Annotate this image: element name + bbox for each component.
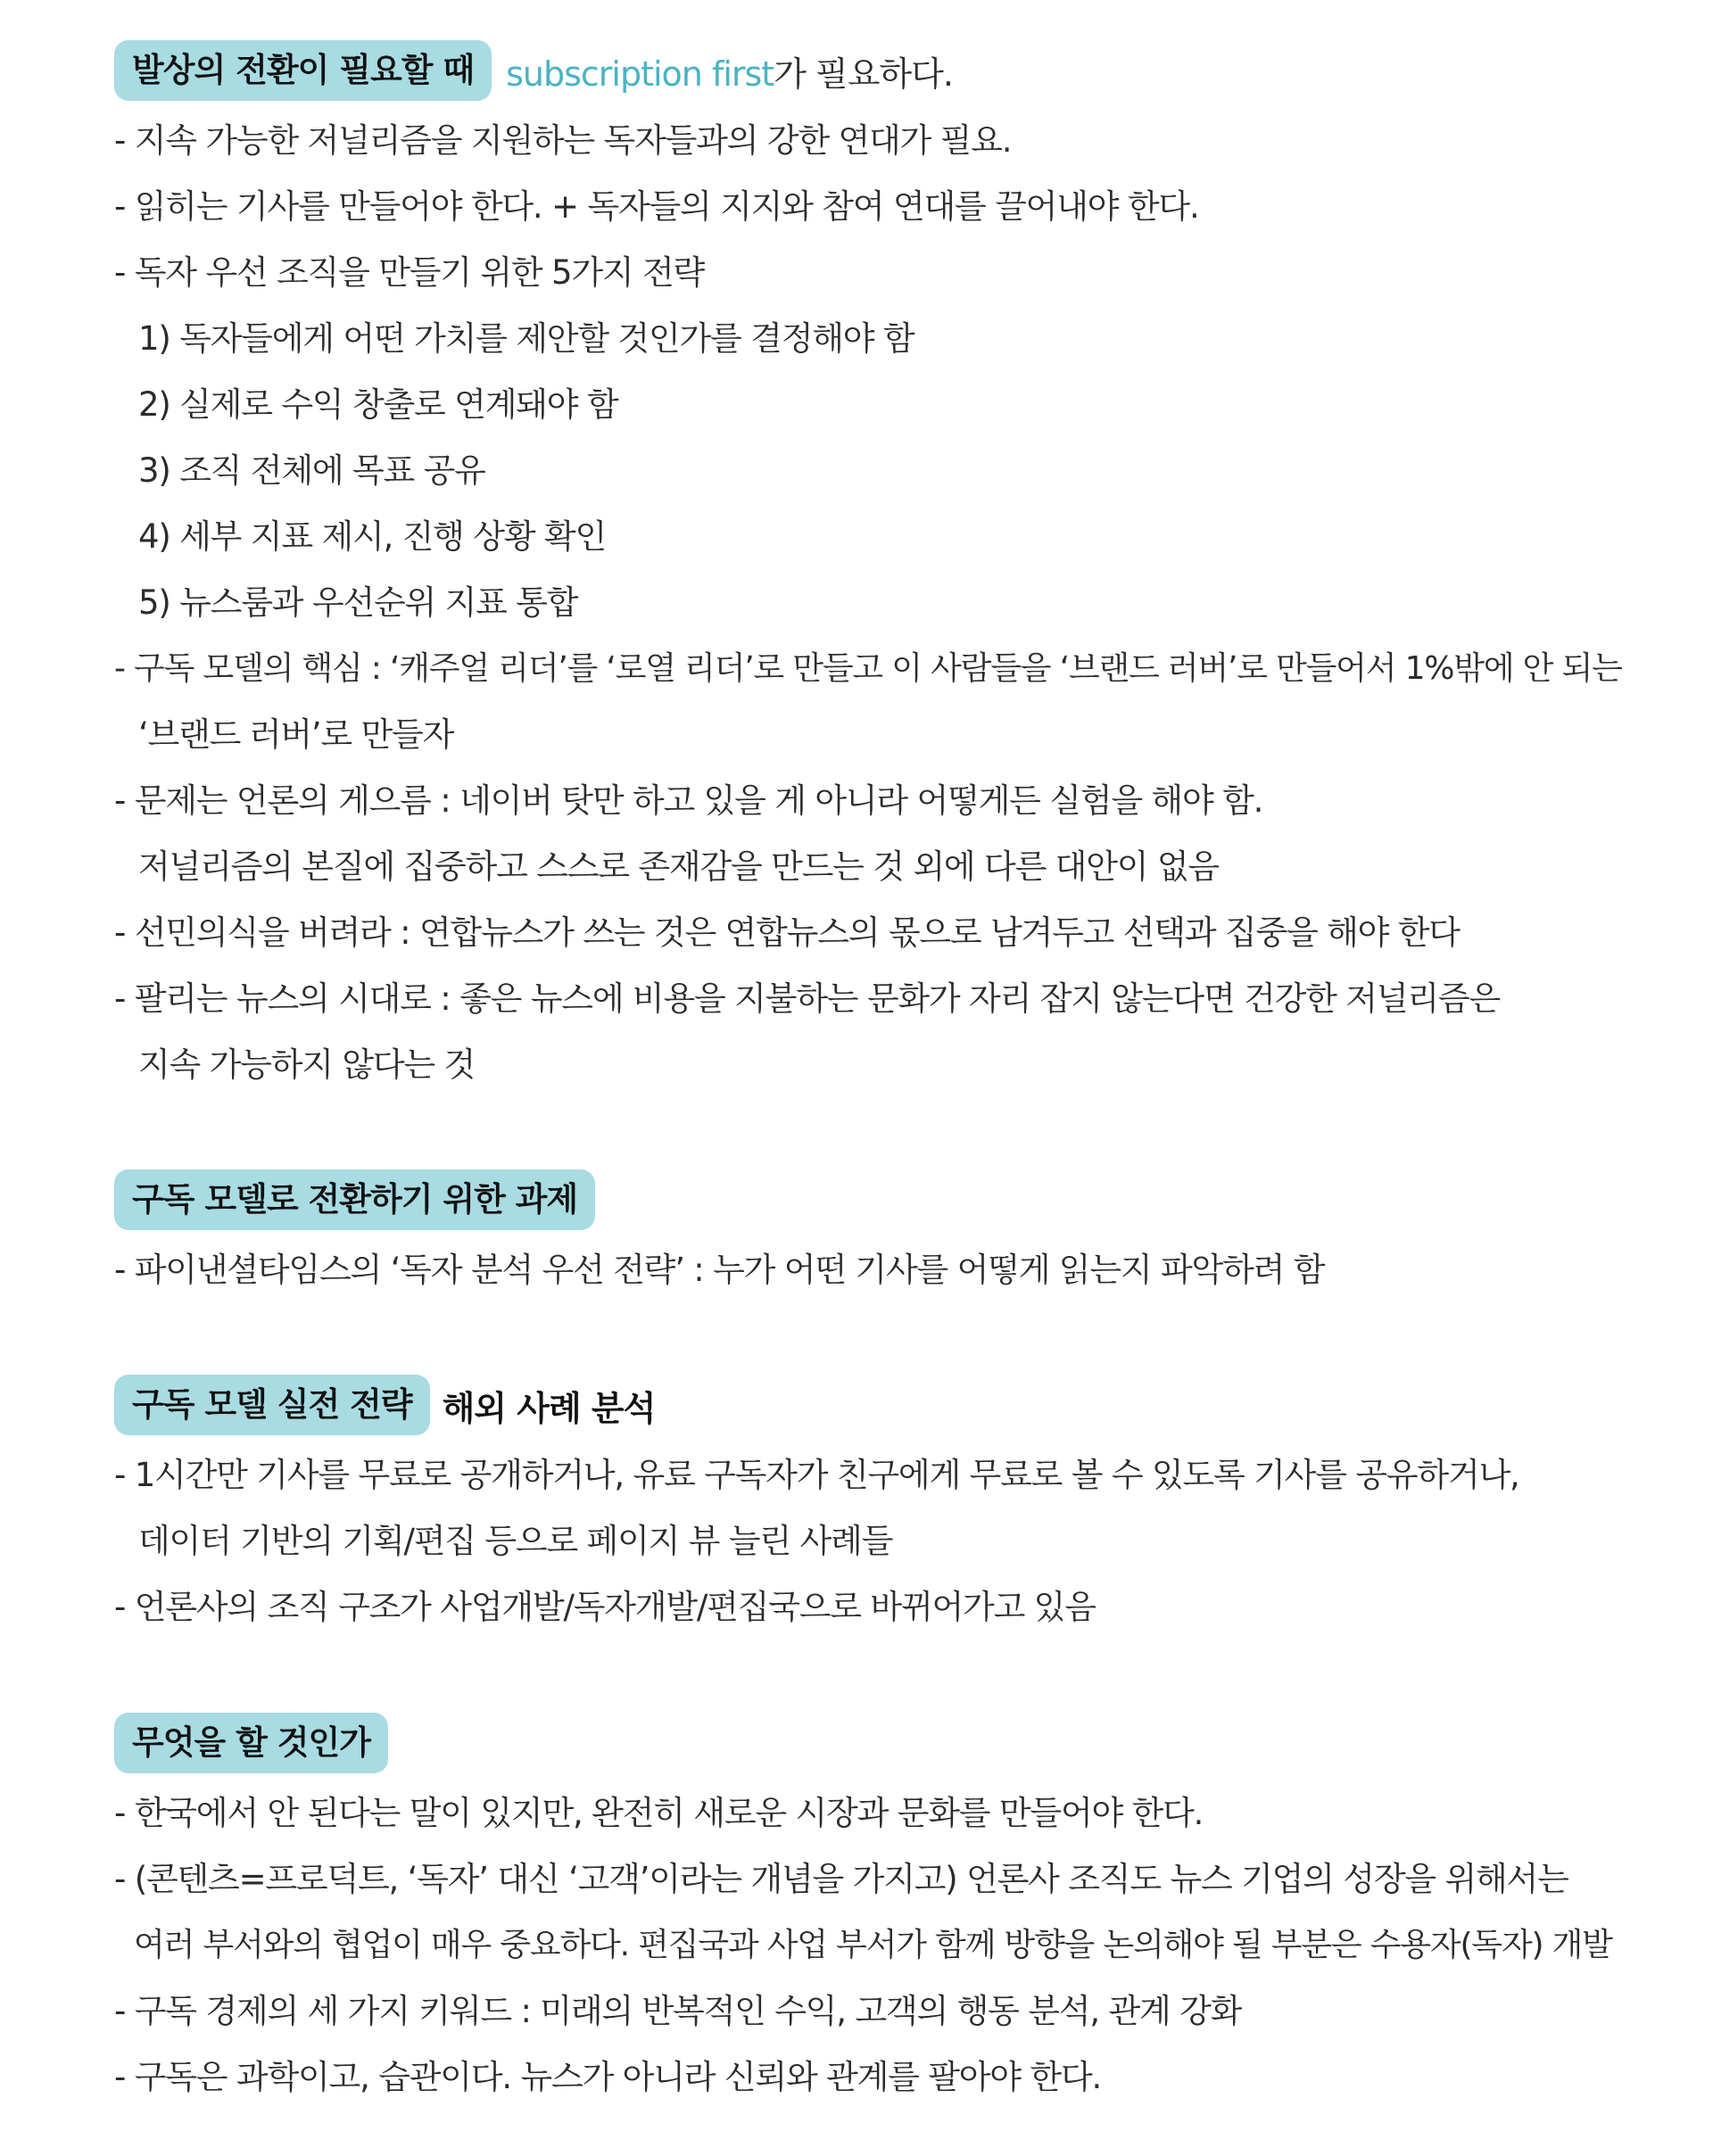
bullet-continuation: 데이터 기반의 기획/편집 등으로 페이지 뷰 늘린 사례들 <box>138 1522 893 1560</box>
suffix-rest: 가 필요하다. <box>774 54 953 94</box>
numbered-item: 2) 실제로 수익 창출로 연계돼야 함 <box>138 385 618 424</box>
section-header <box>114 40 1631 101</box>
numbered-item: 3) 조직 전체에 목표 공유 <box>138 451 485 490</box>
bullet-item: - 1시간만 기사를 무료로 공개하거나, 유료 구독자가 친구에게 무료로 볼 수 있도록 기사를 공유하거나, <box>114 1456 1519 1494</box>
section-header <box>114 1169 1631 1230</box>
section-header <box>114 1375 1631 1435</box>
numbered-item: 5) 뉴스룸과 우선순위 지표 통합 <box>138 583 578 622</box>
bullet-continuation: 지속 가능하지 않다는 것 <box>138 1045 476 1084</box>
bullet-item: - 한국에서 안 된다는 말이 있지만, 완전히 새로운 시장과 문화를 만들어야 한다. <box>114 1794 1204 1832</box>
numbered-item: 1) 독자들에게 어떤 가치를 제안할 것인가를 결정해야 함 <box>138 319 914 358</box>
section-title-pill: 무엇을 할 것인가 <box>114 1713 388 1773</box>
bullet-list <box>114 108 1631 1098</box>
section-title-pill: 구독 모델 실전 전략 <box>114 1375 430 1435</box>
bullet-item: - 구독은 과학이고, 습관이다. 뉴스가 아니라 신뢰와 관계를 팔아야 한다. <box>114 2058 1102 2096</box>
section-header <box>114 1713 1631 1773</box>
bullet-item: - 구독 모델의 핵심 : ‘캐주얼 리더’를 ‘로열 리더’로 만들고 이 사람들을 ‘브랜드 러버’로 만들어서 1%밖에 안 되는 <box>114 650 1622 687</box>
bullet-item: - 언론사의 조직 구조가 사업개발/독자개발/편집국으로 바뀌어가고 있음 <box>114 1588 1096 1626</box>
bullet-continuation: 여러 부서와의 협업이 매우 중요하다. 편집국과 사업 부서가 함께 방향을 논의해야 될 부분은 수용자(독자) 개발 <box>134 1927 1612 1963</box>
bullet-item: - 선민의식을 버려라 : 연합뉴스가 쓰는 것은 연합뉴스의 몫으로 남겨두고 선택과 집중을 해야 한다 <box>114 913 1460 952</box>
bullet-list <box>114 1442 1631 1640</box>
bullet-item: - 팔리는 뉴스의 시대로 : 좋은 뉴스에 비용을 지불하는 문화가 자리 잡지 않는다면 건강한 저널리즘은 <box>114 979 1500 1018</box>
section-title-pill: 발상의 전환이 필요할 때 <box>114 40 492 101</box>
bullet-item: - 문제는 언론의 게으름 : 네이버 탓만 하고 있을 게 아니라 어떻게든 실험을 해야 함. <box>114 781 1263 820</box>
section-title-pill: 구독 모델로 전환하기 위한 과제 <box>114 1169 595 1230</box>
accent-phrase: subscription first <box>506 54 774 94</box>
bullet-item: - 읽히는 기사를 만들어야 한다. + 독자들의 지지와 참여 연대를 끌어내야 한다. <box>114 187 1199 226</box>
section-subscription-strategy <box>114 1375 1631 1640</box>
bullet-item: - 독자 우선 조직을 만들기 위한 5가지 전략 <box>114 253 705 292</box>
section-mindset-shift <box>114 40 1631 1098</box>
section-what-to-do <box>114 1713 1631 2111</box>
bullet-item: - (콘텐츠=프로덕트, ‘독자’ 대신 ‘고객’이라는 개념을 가지고) 언론사 조직도 뉴스 기업의 성장을 위해서는 <box>114 1860 1568 1898</box>
section-title-suffix <box>506 46 953 95</box>
bullet-item: - 구독 경제의 세 가지 키워드 : 미래의 반복적인 수익, 고객의 행동 분석, 관계 강화 <box>114 1992 1242 2030</box>
bullet-list <box>114 1237 1631 1303</box>
bullet-continuation: ‘브랜드 러버’로 만들자 <box>138 715 454 754</box>
bullet-item: - 파이낸셜타임스의 ‘독자 분석 우선 전략’ : 누가 어떤 기사를 어떻게 읽는지 파악하려 함 <box>114 1251 1325 1289</box>
bullet-list <box>114 1780 1631 2111</box>
numbered-item: 4) 세부 지표 제시, 진행 상황 확인 <box>138 517 607 556</box>
section-subscription-transition <box>114 1169 1631 1303</box>
section-title-suffix: 해외 사례 분석 <box>442 1388 656 1428</box>
bullet-item: - 지속 가능한 저널리즘을 지원하는 독자들과의 강한 연대가 필요. <box>114 121 1012 160</box>
bullet-continuation: 저널리즘의 본질에 집중하고 스스로 존재감을 만드는 것 외에 다른 대안이 없음 <box>138 847 1219 886</box>
